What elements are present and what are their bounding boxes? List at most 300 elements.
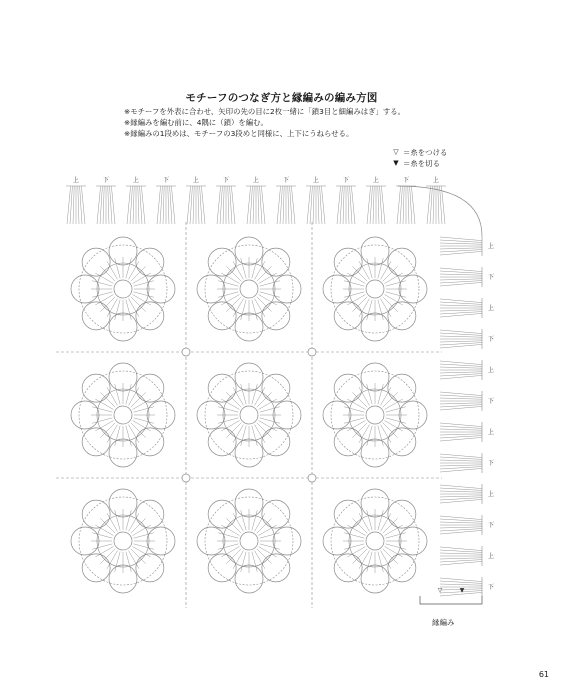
motif-stitch — [115, 552, 120, 572]
edging-stitch — [440, 333, 482, 335]
motif-stitch — [352, 518, 367, 533]
edging-stitch — [283, 186, 284, 224]
motif-stitch — [260, 544, 280, 549]
edging-stitch — [247, 186, 251, 224]
edging-direction-label: 下 — [102, 177, 110, 184]
motif-stitch — [252, 300, 257, 320]
motif-stitch — [367, 258, 372, 278]
edging-stitch — [440, 330, 482, 334]
join-intersection — [182, 348, 190, 356]
edging-stitch — [440, 522, 482, 523]
edging-stitch — [440, 305, 482, 306]
edging-stitch — [440, 499, 482, 503]
edging-stitch — [337, 186, 341, 224]
motif-stitch — [241, 552, 246, 572]
edging-stitch — [313, 186, 314, 224]
edging-stitch — [171, 186, 175, 224]
crochet-motif — [197, 237, 301, 341]
motif-stitch — [115, 426, 120, 446]
motif-stitch — [383, 549, 398, 564]
motif-stitch — [126, 552, 131, 572]
edging-stitch — [440, 488, 482, 490]
motif-center-ring — [240, 280, 258, 298]
motif-stitch — [260, 281, 280, 286]
motif-stitch — [367, 384, 372, 404]
edging-stitch — [193, 186, 194, 224]
edging-stitch — [201, 186, 205, 224]
motif-stitch — [126, 258, 131, 278]
motif-stitch — [92, 418, 112, 423]
edging-stitch — [440, 243, 482, 244]
motif-stitch — [257, 266, 272, 281]
edging-stitch — [290, 186, 292, 224]
motif-stitch — [386, 418, 406, 423]
motif-stitch — [115, 258, 120, 278]
edging-direction-label: 下 — [488, 584, 495, 591]
edging-direction-label: 上 — [488, 429, 495, 436]
crochet-motif — [71, 489, 175, 593]
edging-stitch — [440, 251, 482, 255]
edging-stitch — [440, 403, 482, 404]
edging-stitch — [440, 547, 482, 551]
motif-center-ring — [114, 280, 132, 298]
note-2: ※縁編みを編む前に、4隅に（鎖）を編む。 — [124, 118, 268, 127]
motif-stitch — [252, 552, 257, 572]
crochet-motif — [197, 489, 301, 593]
motif-stitch — [257, 423, 272, 438]
edging-stitch — [351, 186, 355, 224]
edging-stitch — [440, 496, 482, 497]
motif-stitch — [100, 297, 115, 312]
edging-stitch — [200, 186, 202, 224]
edging-stitch — [440, 467, 482, 469]
motif-stitch — [131, 297, 146, 312]
edging-stitch — [373, 186, 374, 224]
motif-stitch — [383, 297, 398, 312]
edging-direction-label: 上 — [488, 367, 495, 374]
motif-stitch — [131, 392, 146, 407]
motif-stitch — [386, 292, 406, 297]
edging-stitch — [440, 426, 482, 428]
join-intersection — [308, 474, 316, 482]
edging-stitch — [440, 299, 482, 303]
motif-stitch — [218, 281, 238, 286]
edging-stitch — [370, 186, 372, 224]
edging-stitch — [440, 248, 482, 249]
edging-stitch — [310, 186, 312, 224]
motif-stitch — [252, 426, 257, 446]
motif-center-ring — [114, 406, 132, 424]
edging-stitch — [130, 186, 132, 224]
edging-stitch — [168, 186, 169, 224]
motif-stitch — [378, 510, 383, 530]
edging-stitch — [157, 186, 161, 224]
edging-stitch — [381, 186, 385, 224]
edging-stitch — [403, 186, 404, 224]
motif-stitch — [226, 518, 241, 533]
motif-center-ring — [366, 406, 384, 424]
edging-stitch — [127, 186, 131, 224]
motif-center-ring — [240, 406, 258, 424]
motif-stitch — [386, 544, 406, 549]
motif-stitch — [100, 392, 115, 407]
motif-stitch — [126, 300, 131, 320]
motif-stitch — [131, 518, 146, 533]
edging-stitch — [397, 186, 401, 224]
edging-stitch — [108, 186, 109, 224]
edging-stitch — [440, 336, 482, 337]
motif-stitch — [378, 300, 383, 320]
edging-stitch — [440, 341, 482, 342]
edging-stitch — [348, 186, 349, 224]
motif-stitch — [352, 392, 367, 407]
edging-stitch — [320, 186, 322, 224]
motif-stitch — [134, 281, 154, 286]
edging-stitch — [100, 186, 102, 224]
edging-stitch — [198, 186, 199, 224]
edging-direction-label: 上 — [488, 243, 495, 250]
edging-stitch — [250, 186, 252, 224]
motif-stitch — [344, 407, 364, 412]
edging-direction-label: 下 — [488, 336, 495, 343]
border-label: 縁編み — [432, 618, 455, 627]
edging-stitch — [261, 186, 265, 224]
motif-stitch — [100, 549, 115, 564]
motif-stitch — [352, 423, 367, 438]
edging-direction-label: 下 — [222, 177, 230, 184]
motif-stitch — [367, 426, 372, 446]
attach-yarn-icon: ▽ — [393, 148, 399, 156]
motif-stitch — [92, 544, 112, 549]
attach-yarn-icon: ▽ — [437, 587, 443, 594]
edging-stitch — [440, 437, 482, 441]
edging-stitch — [380, 186, 382, 224]
edging-stitch — [440, 468, 482, 472]
edging-stitch — [321, 186, 325, 224]
edging-stitch — [350, 186, 352, 224]
edging-stitch — [440, 250, 482, 252]
motif-stitch — [352, 266, 367, 281]
edging-stitch — [440, 434, 482, 435]
edging-stitch — [258, 186, 259, 224]
edging-direction-label: 下 — [488, 398, 495, 405]
edging-stitch — [440, 553, 482, 554]
motif-stitch — [218, 407, 238, 412]
edging-stitch — [343, 186, 344, 224]
crochet-motif — [323, 363, 427, 467]
edging-stitch — [440, 312, 482, 314]
motif-stitch — [134, 407, 154, 412]
edging-stitch — [440, 372, 482, 373]
page-number: 61 — [538, 670, 549, 679]
diagram-title: モチーフのつなぎ方と縁編みの編み方図 — [185, 92, 378, 104]
edging-stitch — [70, 186, 72, 224]
motif-stitch — [367, 510, 372, 530]
edging-stitch — [440, 460, 482, 461]
edging-stitch — [440, 240, 482, 242]
edging-direction-label: 上 — [372, 177, 380, 184]
edging-stitch — [440, 310, 482, 311]
edging-stitch — [440, 279, 482, 280]
edging-stitch — [440, 364, 482, 366]
motif-stitch — [131, 423, 146, 438]
motif-stitch — [92, 407, 112, 412]
motif-stitch — [126, 510, 131, 530]
motif-stitch — [344, 544, 364, 549]
edging-direction-label: 下 — [162, 177, 170, 184]
motif-stitch — [218, 544, 238, 549]
edging-stitch — [440, 367, 482, 368]
edging-stitch — [223, 186, 224, 224]
edging-direction-label: 上 — [312, 177, 320, 184]
edging-stitch — [231, 186, 235, 224]
edging-stitch — [440, 271, 482, 273]
edging-direction-label: 上 — [192, 177, 200, 184]
motif-stitch — [100, 518, 115, 533]
edging-stitch — [440, 578, 482, 582]
edging-stitch — [400, 186, 402, 224]
motif-stitch — [367, 300, 372, 320]
edging-stitch — [80, 186, 82, 224]
edging-stitch — [440, 405, 482, 407]
note-1: ※モチーフを外表に合わせ、矢印の先の目に2枚一緒に「鎖3目と細編みはぎ」する。 — [124, 107, 406, 116]
motif-stitch — [92, 533, 112, 538]
motif-stitch — [115, 300, 120, 320]
edging-stitch — [427, 186, 431, 224]
edging-stitch — [440, 374, 482, 376]
edging-stitch — [318, 186, 319, 224]
crochet-motif — [197, 363, 301, 467]
motif-stitch — [352, 549, 367, 564]
motif-stitch — [257, 392, 272, 407]
edging-stitch — [440, 436, 482, 438]
edging-stitch — [440, 516, 482, 520]
edging-stitch — [440, 560, 482, 562]
motif-stitch — [241, 510, 246, 530]
edging-stitch — [440, 274, 482, 275]
motif-stitch — [134, 533, 154, 538]
edging-stitch — [440, 282, 482, 286]
motif-stitch — [383, 518, 398, 533]
edging-stitch — [190, 186, 192, 224]
cut-yarn-icon: ▼ — [459, 587, 465, 594]
edging-stitch — [440, 465, 482, 466]
motif-stitch — [260, 533, 280, 538]
motif-stitch — [257, 549, 272, 564]
motif-stitch — [383, 423, 398, 438]
edging-stitch — [408, 186, 409, 224]
edging-stitch — [160, 186, 162, 224]
legend-attach-label: ＝糸をつける — [403, 148, 448, 157]
edging-direction-label: 上 — [488, 305, 495, 312]
edging-stitch — [440, 313, 482, 317]
edging-stitch — [81, 186, 85, 224]
edging-direction-label: 下 — [342, 177, 350, 184]
edging-direction-label: 下 — [488, 522, 495, 529]
motif-stitch — [218, 418, 238, 423]
edging-stitch — [440, 398, 482, 399]
border-bracket — [420, 596, 482, 604]
note-3: ※縁編みの1段めは、モチーフの3段めと同様に、上下にうねらせる。 — [124, 129, 354, 138]
motif-stitch — [344, 281, 364, 286]
motif-center-ring — [240, 532, 258, 550]
edging-direction-label: 下 — [488, 460, 495, 467]
edging-stitch — [73, 186, 74, 224]
edging-stitch — [440, 498, 482, 500]
motif-stitch — [100, 423, 115, 438]
edging-stitch — [440, 550, 482, 552]
motif-stitch — [378, 258, 383, 278]
edging-stitch — [217, 186, 221, 224]
edging-stitch — [103, 186, 104, 224]
edging-stitch — [440, 186, 442, 224]
edging-direction-label: 下 — [488, 274, 495, 281]
edging-stitch — [288, 186, 289, 224]
motif-stitch — [344, 418, 364, 423]
motif-stitch — [226, 549, 241, 564]
crochet-motif — [323, 237, 427, 341]
motif-stitch — [386, 407, 406, 412]
edging-stitch — [440, 558, 482, 559]
edging-stitch — [440, 268, 482, 272]
edging-direction-label: 上 — [488, 553, 495, 560]
edging-stitch — [367, 186, 371, 224]
crochet-motif — [323, 489, 427, 593]
motif-stitch — [344, 292, 364, 297]
motif-grid — [71, 237, 427, 593]
edging-stitch — [440, 375, 482, 379]
motif-stitch — [218, 533, 238, 538]
edging-direction-label: 上 — [432, 177, 440, 184]
cut-yarn-icon: ▼ — [393, 159, 399, 167]
edging-stitch — [430, 186, 432, 224]
motif-center-ring — [114, 532, 132, 550]
edging-stitch — [438, 186, 439, 224]
edging-stitch — [110, 186, 112, 224]
motif-center-ring — [366, 532, 384, 550]
edging-stitch — [378, 186, 379, 224]
edging-stitch — [440, 454, 482, 458]
motif-center-ring — [366, 280, 384, 298]
edging-stitch — [440, 395, 482, 397]
motif-stitch — [134, 292, 154, 297]
motif-stitch — [252, 384, 257, 404]
crochet-motif — [71, 363, 175, 467]
edging-stitch — [440, 237, 482, 241]
edging-stitch — [440, 529, 482, 531]
motif-stitch — [134, 544, 154, 549]
edging-stitch — [440, 343, 482, 345]
edging-stitch — [230, 186, 232, 224]
edging-stitch — [440, 344, 482, 348]
join-intersection — [182, 474, 190, 482]
edging-stitch — [433, 186, 434, 224]
motif-stitch — [252, 510, 257, 530]
motif-stitch — [92, 281, 112, 286]
edging-stitch — [228, 186, 229, 224]
motif-stitch — [100, 266, 115, 281]
edging-direction-label: 下 — [402, 177, 410, 184]
edging-stitch — [111, 186, 115, 224]
edging-stitch — [440, 527, 482, 528]
edging-stitch — [187, 186, 191, 224]
edging-stitch — [440, 423, 482, 427]
motif-stitch — [226, 392, 241, 407]
motif-stitch — [126, 426, 131, 446]
edging-direction-label: 上 — [488, 491, 495, 498]
motif-stitch — [252, 258, 257, 278]
motif-stitch — [226, 423, 241, 438]
edging-stitch — [440, 561, 482, 565]
motif-stitch — [260, 407, 280, 412]
legend-cut-label: ＝糸を切る — [403, 159, 440, 168]
motif-stitch — [378, 384, 383, 404]
edging-stitch — [307, 186, 311, 224]
edging-stitch — [260, 186, 262, 224]
motif-stitch — [115, 510, 120, 530]
motif-stitch — [383, 392, 398, 407]
edging-stitch — [440, 581, 482, 583]
motif-stitch — [241, 384, 246, 404]
edging-stitch — [411, 186, 415, 224]
motif-stitch — [257, 518, 272, 533]
motif-stitch — [131, 266, 146, 281]
edging-stitch — [97, 186, 101, 224]
motif-stitch — [241, 300, 246, 320]
edging-direction-label: 上 — [132, 177, 140, 184]
edging-stitch — [440, 429, 482, 430]
edging-direction-label: 上 — [72, 177, 80, 184]
join-intersection — [308, 348, 316, 356]
motif-stitch — [260, 418, 280, 423]
edging-direction-label: 上 — [252, 177, 260, 184]
edging-stitch — [78, 186, 79, 224]
motif-stitch — [378, 426, 383, 446]
crochet-motif — [71, 237, 175, 341]
motif-stitch — [126, 384, 131, 404]
motif-stitch — [92, 292, 112, 297]
edging-stitch — [440, 392, 482, 396]
motif-stitch — [260, 292, 280, 297]
edging-stitch — [440, 584, 482, 585]
edging-stitch — [340, 186, 342, 224]
motif-stitch — [131, 549, 146, 564]
edging-stitch — [440, 281, 482, 283]
edging-stitch — [291, 186, 295, 224]
edging-stitch — [277, 186, 281, 224]
edging-stitch — [440, 485, 482, 489]
edging-stitch — [133, 186, 134, 224]
edging-stitch — [140, 186, 142, 224]
edging-stitch — [67, 186, 71, 224]
edging-stitch — [141, 186, 145, 224]
edging-stitch — [440, 491, 482, 492]
motif-stitch — [115, 384, 120, 404]
edging-stitch — [440, 361, 482, 365]
motif-stitch — [352, 297, 367, 312]
edging-stitch — [410, 186, 412, 224]
edging-stitch — [163, 186, 164, 224]
motif-stitch — [344, 533, 364, 538]
motif-stitch — [134, 418, 154, 423]
edging-stitch — [220, 186, 222, 224]
edging-stitch — [440, 406, 482, 410]
edging-stitch — [440, 519, 482, 521]
edging-stitch — [253, 186, 254, 224]
motif-stitch — [241, 426, 246, 446]
edging-stitch — [138, 186, 139, 224]
motif-stitch — [367, 552, 372, 572]
